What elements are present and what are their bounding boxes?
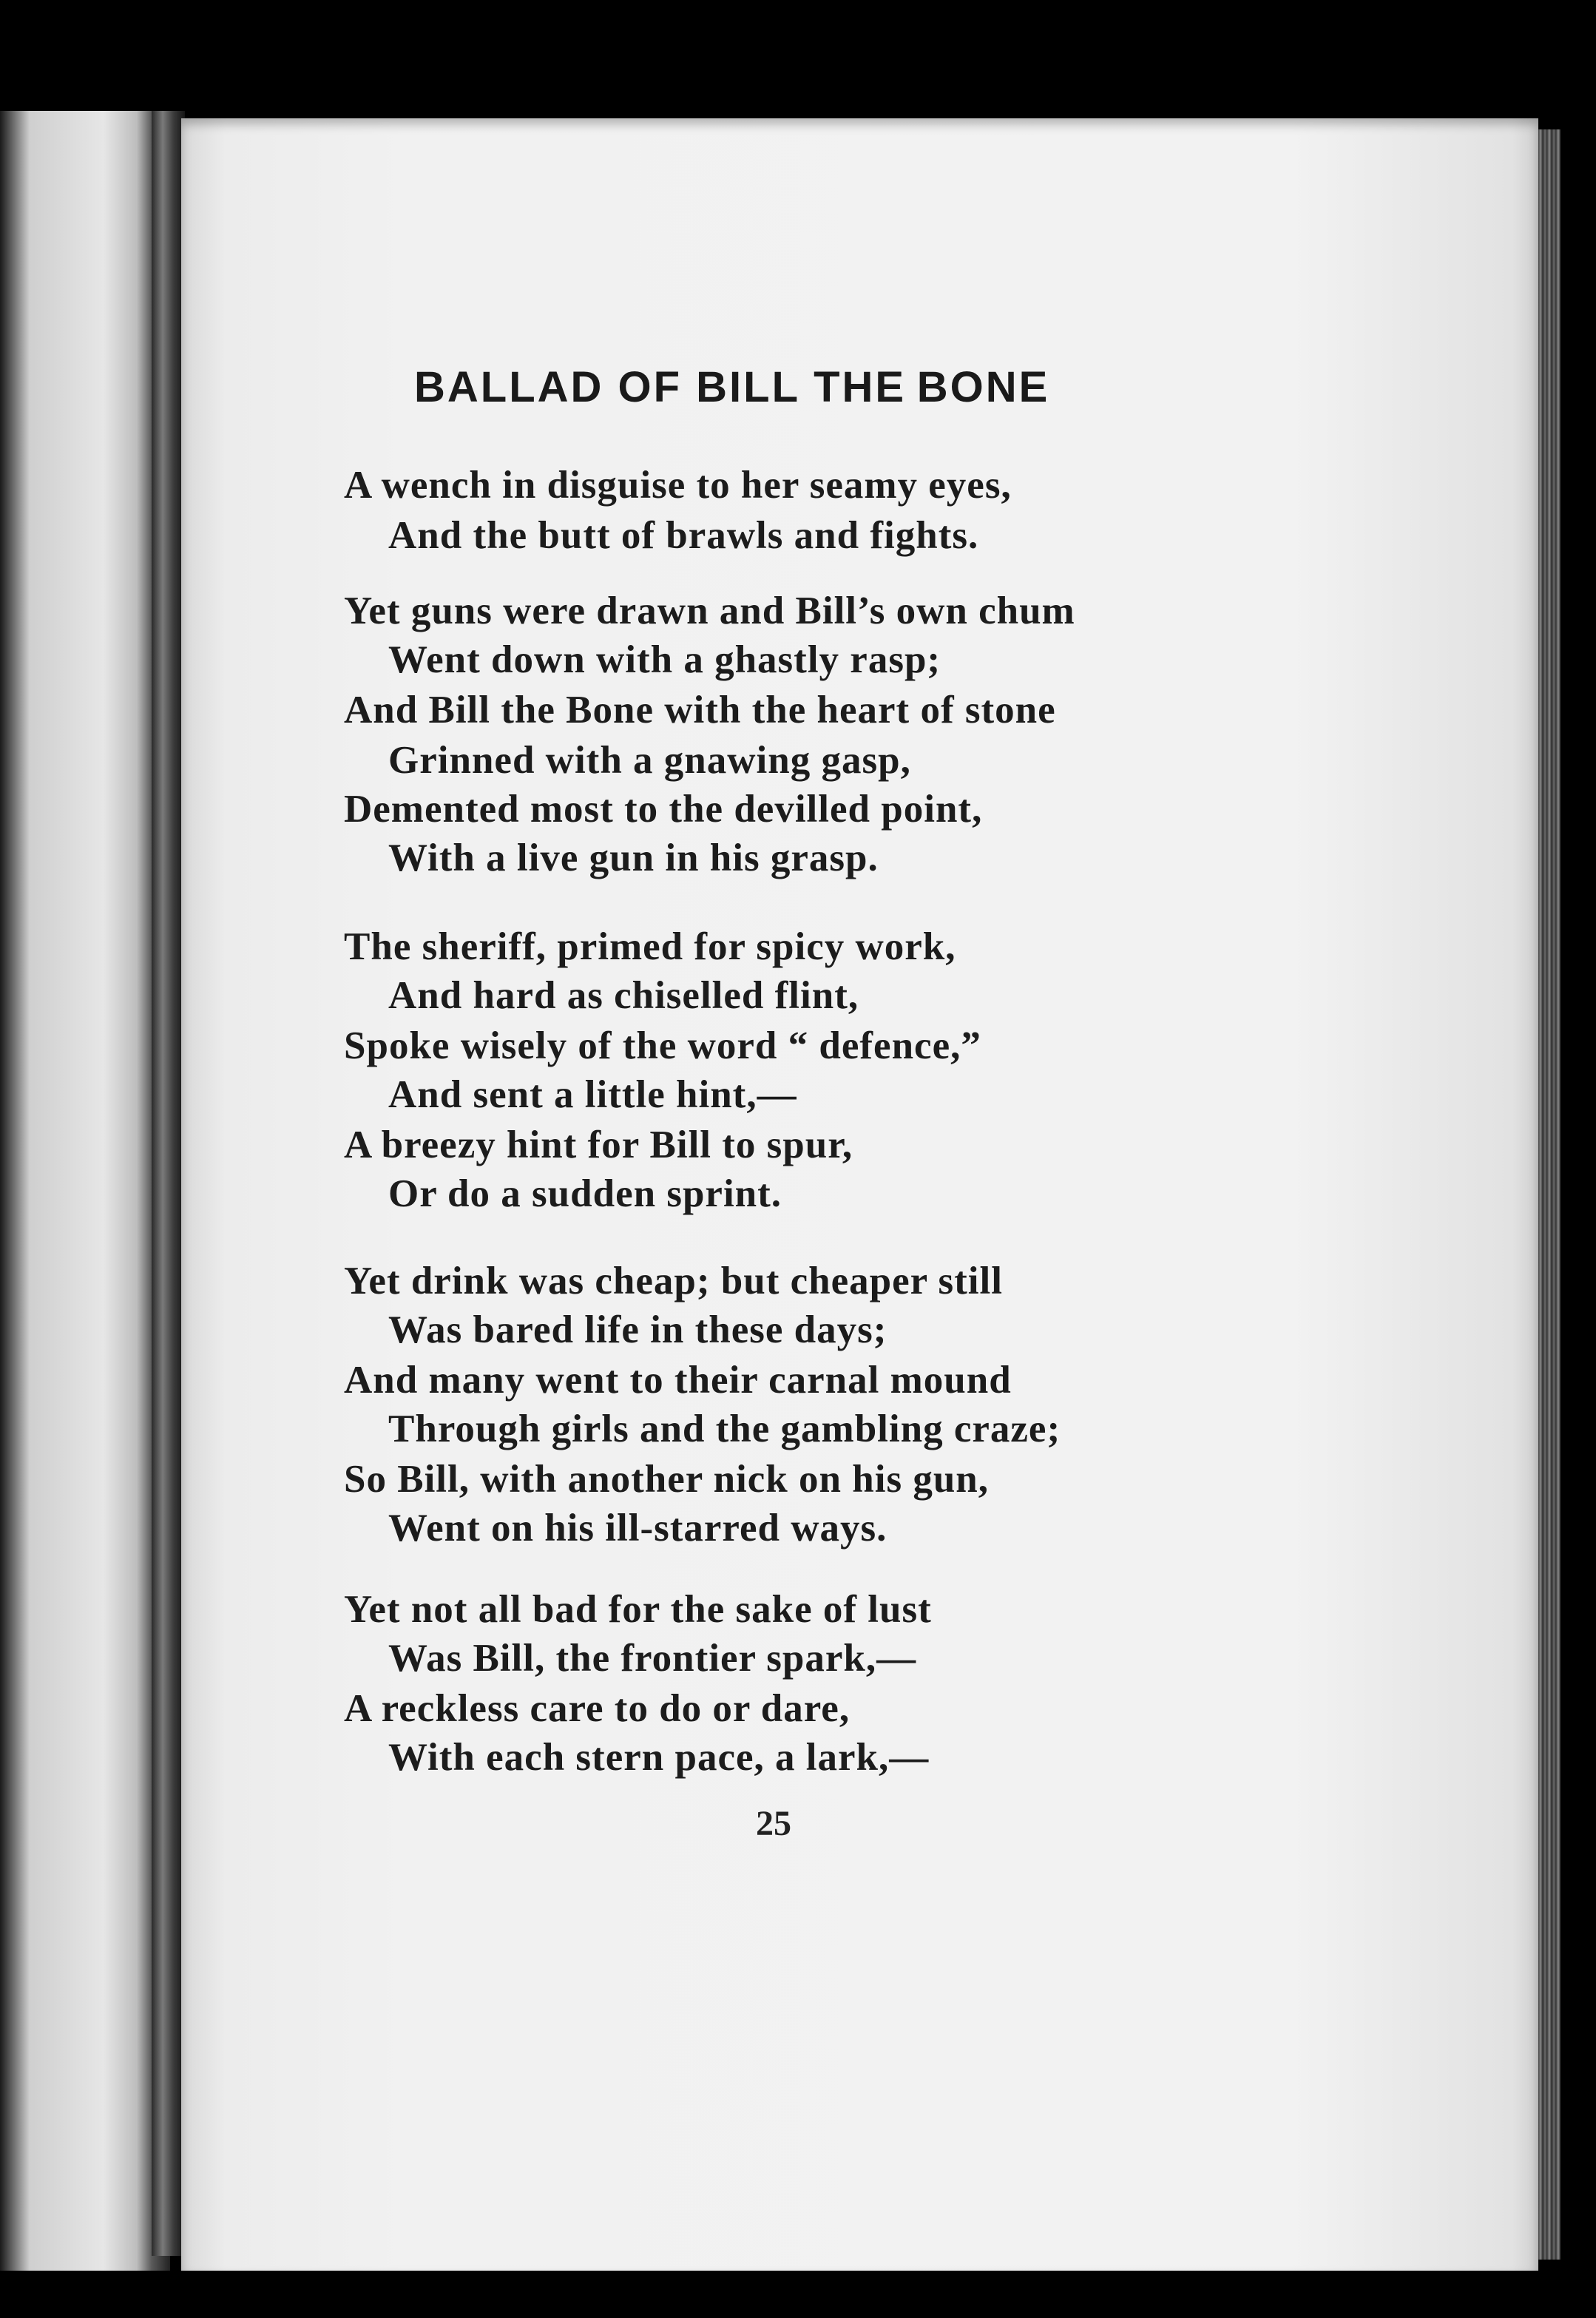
book-page xyxy=(181,118,1538,2271)
poem-line: And the butt of brawls and fights. xyxy=(388,514,979,557)
poem-line: Or do a sudden sprint. xyxy=(388,1172,782,1215)
poem-line: Spoke wisely of the word “ defence,” xyxy=(344,1024,981,1067)
poem-line: A wench in disguise to her seamy eyes, xyxy=(344,464,1012,507)
poem-line: A reckless care to do or dare, xyxy=(344,1687,851,1730)
book-gutter xyxy=(152,111,185,2256)
poem-line: And sent a little hint,— xyxy=(388,1073,797,1116)
poem-line: A breezy hint for Bill to spur, xyxy=(344,1123,853,1166)
poem-line: Was bared life in these days; xyxy=(388,1308,887,1351)
poem-line: With each stern pace, a lark,— xyxy=(388,1736,930,1779)
page-number: 25 xyxy=(756,1804,791,1843)
poem-line: Through girls and the gambling craze; xyxy=(388,1408,1061,1450)
poem-line: Yet drink was cheap; but cheaper still xyxy=(344,1260,1003,1302)
poem-line: Went on his ill-starred ways. xyxy=(388,1507,887,1550)
poem-line: Grinned with a gnawing gasp, xyxy=(388,739,911,782)
facing-page-edge xyxy=(0,111,170,2271)
poem-line: Demented most to the devilled point, xyxy=(344,788,983,831)
page-stack-edge xyxy=(1538,129,1561,2260)
poem-line: With a live gun in his grasp. xyxy=(388,837,879,879)
poem-line: Went down with a ghastly rasp; xyxy=(388,638,941,681)
poem-line: And Bill the Bone with the heart of stone xyxy=(344,689,1056,731)
poem-line: And many went to their carnal mound xyxy=(344,1359,1012,1402)
poem-line: And hard as chiselled flint, xyxy=(388,974,859,1017)
poem-line: Was Bill, the frontier spark,— xyxy=(388,1637,917,1680)
poem-line: The sheriff, primed for spicy work, xyxy=(344,925,956,968)
poem-title: BALLAD OF BILL THE BONE xyxy=(414,363,1050,411)
poem-line: So Bill, with another nick on his gun, xyxy=(344,1458,990,1501)
poem-line: Yet guns were drawn and Bill’s own chum xyxy=(344,589,1075,632)
poem-line: Yet not all bad for the sake of lust xyxy=(344,1588,932,1631)
